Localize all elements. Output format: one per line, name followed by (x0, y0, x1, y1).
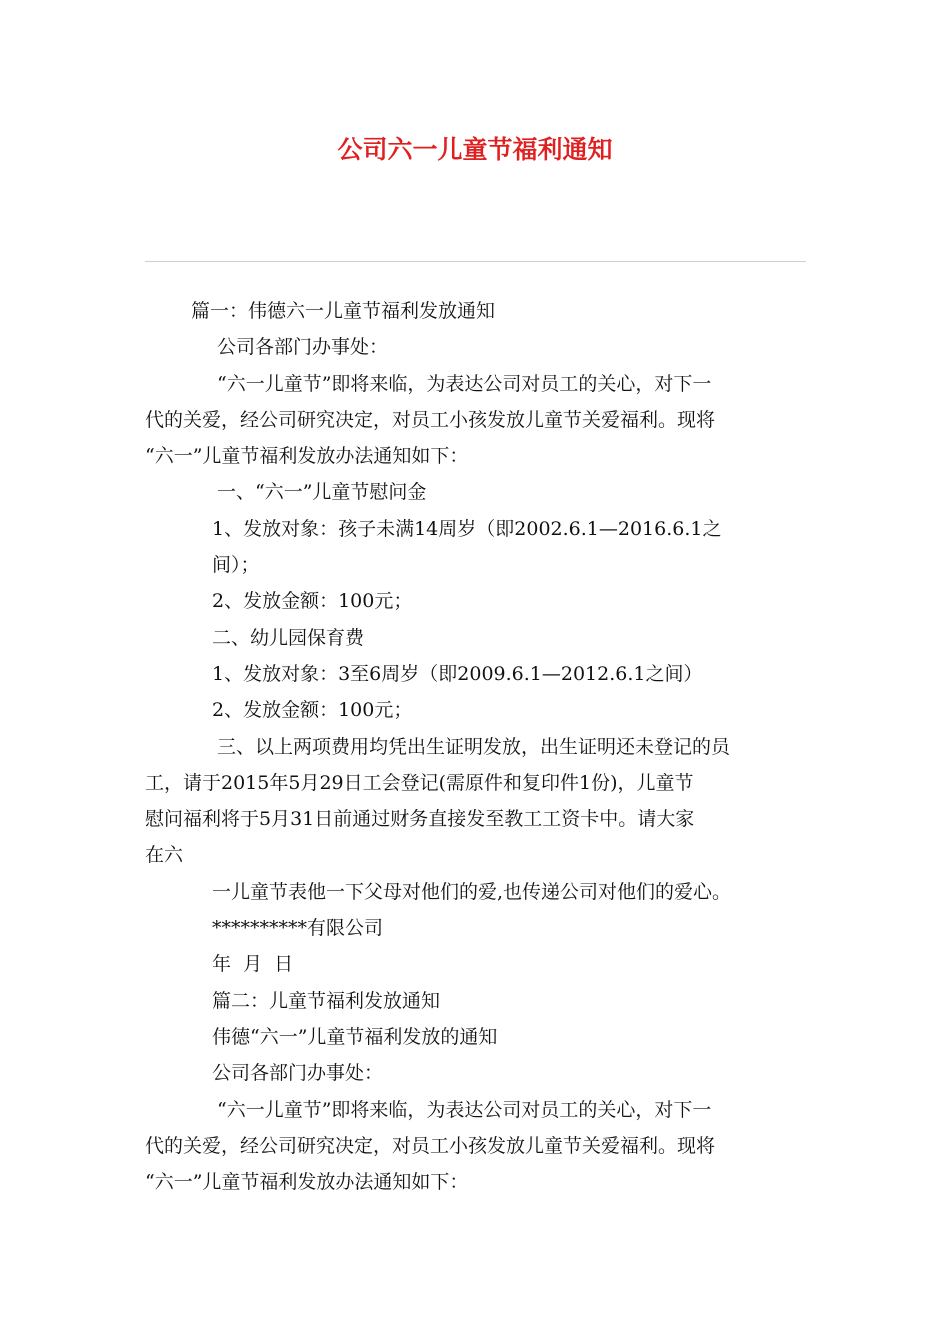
body-line: 慰问福利将于5月31日前通过财务直接发至教工工资卡中。请大家 (145, 808, 695, 831)
body-line: 代的关爱，经公司研究决定，对员工小孩发放儿童节关爱福利。现将 (145, 1134, 716, 1157)
body-line: 在六 (145, 844, 184, 867)
notice-title: 伟德“六一”儿童节福利发放的通知 (212, 1025, 498, 1048)
body-line: “六一”儿童节福利发放办法通知如下： (145, 1171, 469, 1194)
document-title: 公司六一儿童节福利通知 (337, 135, 613, 164)
salutation: 公司各部门办事处： (212, 1062, 384, 1085)
list-heading: 三、以上两项费用均凭出生证明发放，出生证明还未登记的员 (217, 735, 731, 758)
salutation: 公司各部门办事处： (217, 336, 389, 359)
list-heading: 二、幼儿园保育费 (212, 626, 365, 649)
list-heading: 一、“六一”儿童节慰问金 (217, 481, 427, 504)
body-line: 一儿童节表他一下父母对他们的爱,也传递公司对他们的爱心。 (212, 880, 732, 903)
body-line: 代的关爱，经公司研究决定，对员工小孩发放儿童节关爱福利。现将 (145, 408, 716, 431)
section-heading: 篇二：儿童节福利发放通知 (212, 989, 441, 1012)
signature-company: **********有限公司 (212, 917, 384, 940)
list-item: 1、发放对象：孩子未满14周岁（即2002.6.1—2016.6.1之 (212, 517, 722, 540)
title-divider (145, 261, 806, 262)
body-line: 工，请于2015年5月29日工会登记(需原件和复印件1份)，儿童节 (145, 771, 694, 794)
signature-date: 年 月 日 (212, 953, 294, 976)
body-line: “六一儿童节”即将来临，为表达公司对员工的关心，对下一 (217, 372, 712, 395)
document-body (145, 293, 810, 1200)
body-line: “六一”儿童节福利发放办法通知如下： (145, 445, 469, 468)
section-heading: 篇一：伟德六一儿童节福利发放通知 (191, 300, 496, 322)
list-item: 2、发放金额：100元； (212, 699, 413, 722)
list-item: 1、发放对象：3至6周岁（即2009.6.1—2012.6.1之间） (212, 662, 703, 685)
body-line: “六一儿童节”即将来临，为表达公司对员工的关心，对下一 (217, 1098, 712, 1121)
list-item: 2、发放金额：100元； (212, 590, 413, 613)
list-item-continued: 间）； (212, 554, 260, 577)
